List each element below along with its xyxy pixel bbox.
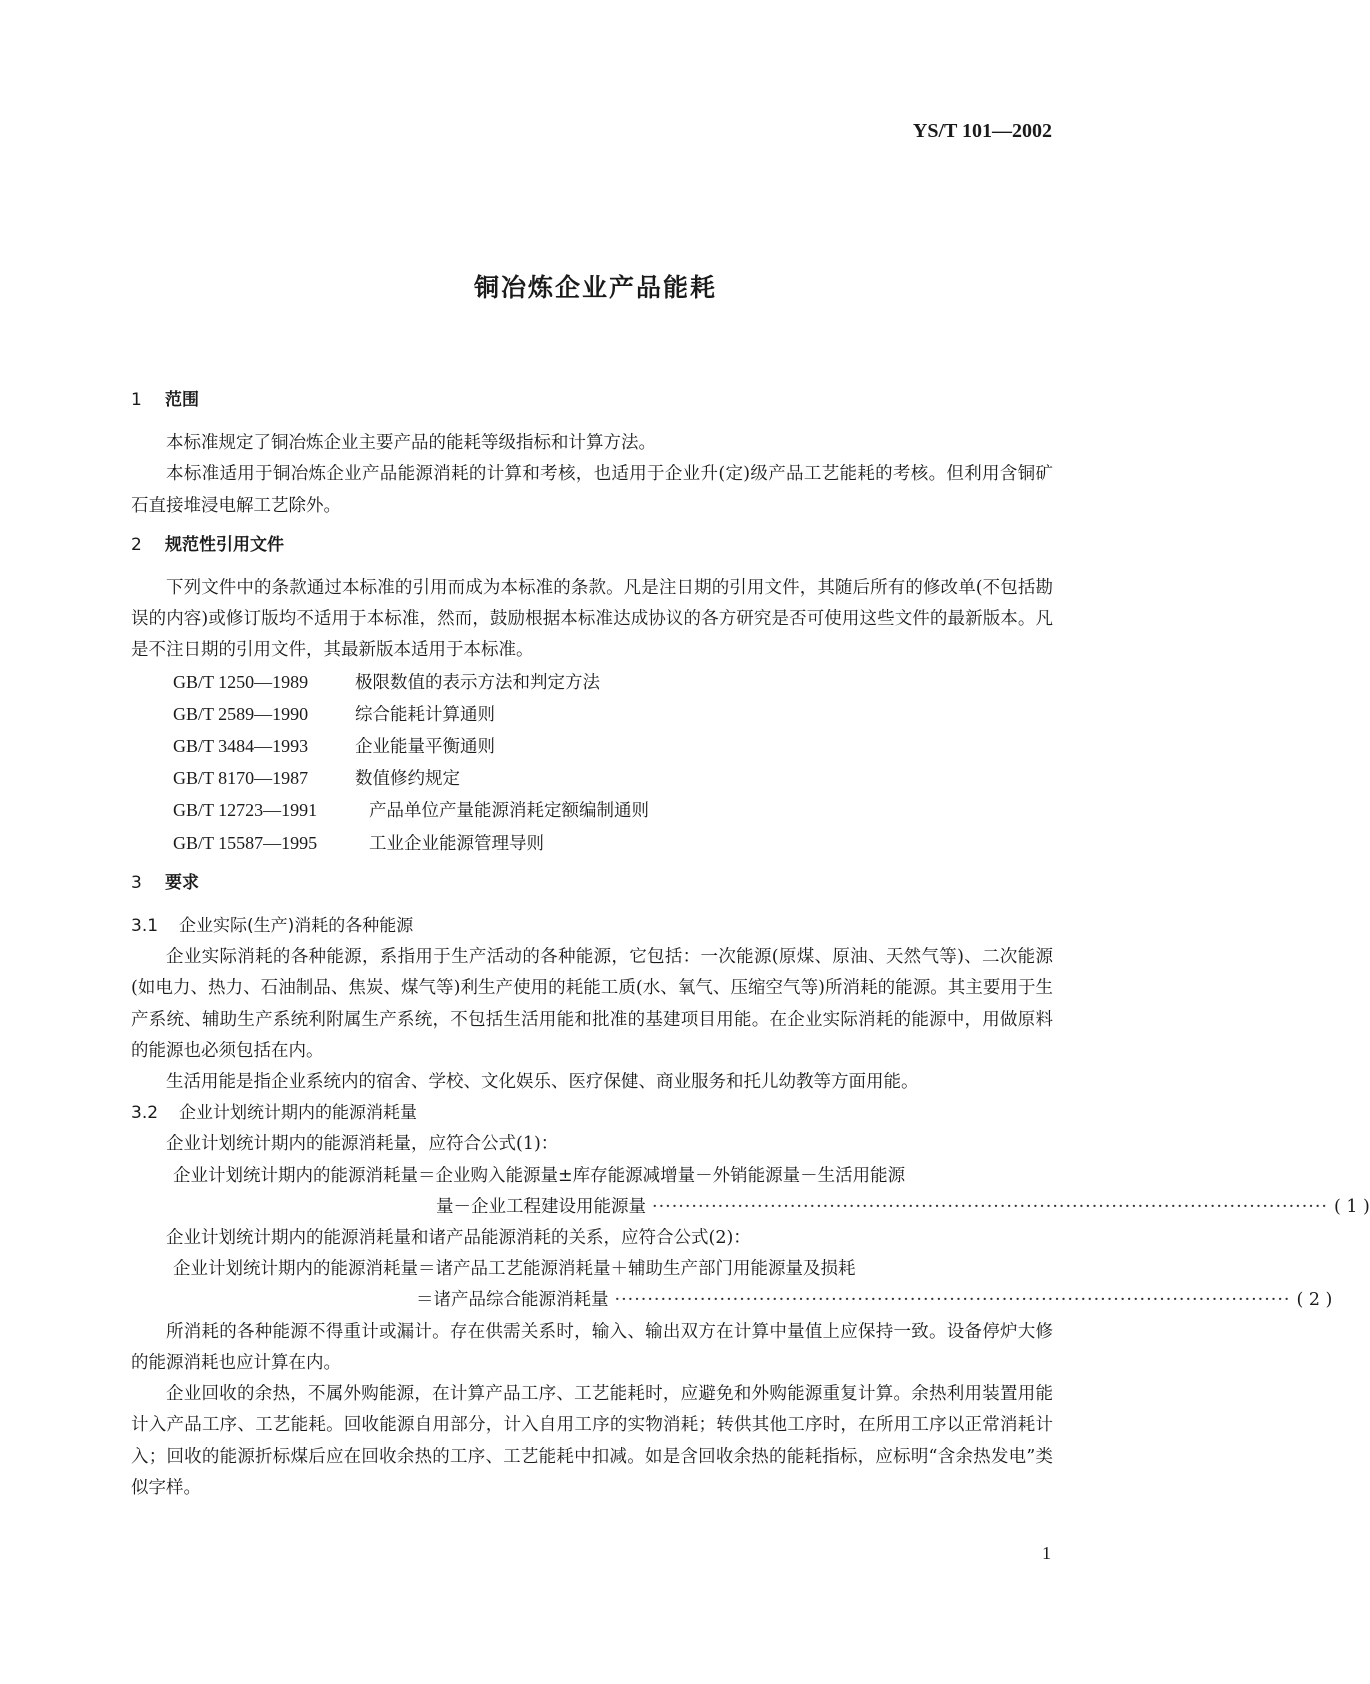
paragraph: 企业计划统计期内的能源消耗量和诸产品能源消耗的关系，应符合公式(2)： bbox=[166, 1228, 751, 1249]
formula-line: 企业计划统计期内的能源消耗量＝诸产品工艺能源消耗量＋辅助生产部门用能源量及损耗 bbox=[173, 1259, 856, 1280]
reference-item bbox=[131, 731, 1053, 763]
reference-title: 工业企业能源管理导则 bbox=[369, 833, 544, 854]
reference-item bbox=[131, 667, 1053, 699]
section-number: 1 bbox=[131, 390, 142, 410]
section-title: 范围 bbox=[165, 390, 199, 410]
paragraph: 企业计划统计期内的能源消耗量，应符合公式(1)： bbox=[166, 1134, 559, 1155]
leader-dots: ······································································································· bbox=[614, 1290, 1291, 1311]
paragraph: 生活用能是指企业系统内的宿舍、学校、文化娱乐、医疗保健、商业服务和托儿幼教等方面用能。 bbox=[166, 1072, 919, 1093]
formula-line bbox=[131, 1285, 1333, 1316]
reference-code: GB/T 12723—1991 bbox=[173, 800, 318, 821]
reference-item bbox=[131, 699, 1053, 731]
paragraph: 下列文件中的条款通过本标准的引用而成为本标准的条款。凡是注日期的引用文件，其随后所有的修改单(不包括勘误的内容)或修订版均不适用于本标准，然而，鼓励根据本标准达成协议的各方研究是否可使用这些文件的最新版本。凡是不注日期的引用文件，其最新版本适用于本标准。 bbox=[131, 578, 1053, 661]
section-1-heading bbox=[131, 385, 1053, 416]
formula-2 bbox=[131, 1254, 1333, 1316]
reference-title: 企业能量平衡通则 bbox=[355, 737, 495, 758]
document-title: 铜冶炼企业产品能耗 bbox=[473, 273, 717, 302]
reference-code: GB/T 15587—1995 bbox=[173, 832, 318, 853]
paragraph: 本标准适用于铜冶炼企业产品能源消耗的计算和考核，也适用于企业升(定)级产品工艺能耗的考核。但利用含铜矿石直接堆浸电解工艺除外。 bbox=[131, 464, 1053, 516]
standard-code: YS/T 101—2002 bbox=[912, 120, 1052, 142]
section-number: 3 bbox=[131, 872, 142, 893]
subsection-title: 企业计划统计期内的能源消耗量 bbox=[179, 1103, 417, 1124]
formula-text: 量－企业工程建设用能源量 bbox=[436, 1196, 646, 1217]
reference-title: 综合能耗计算通则 bbox=[355, 704, 495, 725]
section-number: 2 bbox=[131, 534, 142, 555]
subsection-number: 3.1 bbox=[131, 916, 159, 937]
subsection-number: 3.2 bbox=[131, 1103, 159, 1124]
reference-title: 数值修约规定 bbox=[355, 769, 460, 790]
paragraph: 所消耗的各种能源不得重计或漏计。存在供需关系时，输入、输出双方在计算中量值上应保持一致。设备停炉大修的能源消耗也应计算在内。 bbox=[131, 1321, 1053, 1373]
section-3-heading bbox=[131, 868, 1053, 899]
reference-item bbox=[131, 795, 1053, 827]
formula-line bbox=[131, 1192, 1370, 1223]
reference-code: GB/T 8170—1987 bbox=[173, 768, 309, 789]
paragraph: 企业实际消耗的各种能源，系指用于生产活动的各种能源，它包括：一次能源(原煤、原油、天然气等)、二次能源(如电力、热力、石油制品、焦炭、煤气等)利生产使用的耗能工质(水、氧气、压缩空气等)所消耗的能源。其主要用于生产系统、辅助生产系统利附属生产系统，不包括生活用能和批准的基建项目用能。在企业实际消耗的能源中，用做原料的能源也必须包括在内。 bbox=[131, 947, 1053, 1061]
formula-text: ＝诸产品综合能源消耗量 bbox=[416, 1290, 609, 1311]
document-body bbox=[131, 385, 1370, 1504]
paragraph: 本标准规定了铜冶炼企业主要产品的能耗等级指标和计算方法。 bbox=[166, 433, 656, 454]
reference-code: GB/T 2589—1990 bbox=[173, 703, 309, 724]
formula-number: ( 1 ) bbox=[1333, 1196, 1370, 1217]
subsection-3-1-heading bbox=[131, 911, 1053, 942]
section-2-heading bbox=[131, 530, 1053, 561]
formula-line: 企业计划统计期内的能源消耗量＝企业购入能源量±库存能源减增量－外销能源量－生活用能源 bbox=[173, 1165, 906, 1186]
subsection-title: 企业实际(生产)消耗的各种能源 bbox=[179, 916, 414, 937]
reference-title: 极限数值的表示方法和判定方法 bbox=[355, 672, 600, 693]
reference-title: 产品单位产量能源消耗定额编制通则 bbox=[369, 801, 649, 822]
reference-code: GB/T 3484—1993 bbox=[173, 736, 309, 757]
leader-dots: ······································································································· bbox=[652, 1196, 1328, 1217]
reference-list bbox=[131, 667, 1053, 860]
reference-item bbox=[131, 828, 1053, 860]
section-title: 规范性引用文件 bbox=[165, 534, 284, 555]
reference-code: GB/T 1250—1989 bbox=[173, 671, 309, 692]
paragraph: 企业回收的余热，不属外购能源，在计算产品工序、工艺能耗时，应避免和外购能源重复计算。余热利用装置用能计入产品工序、工艺能耗。回收能源自用部分，计入自用工序的实物消耗；转供其他工序时，在所用工序以正常消耗计入；回收的能源折标煤后应在回收余热的工序、工艺能耗中扣减。如是含回收余热的能耗指标，应标明“含余热发电”类似字样。 bbox=[131, 1384, 1053, 1498]
formula-number: ( 2 ) bbox=[1296, 1290, 1333, 1311]
formula-1 bbox=[131, 1161, 1370, 1223]
section-title: 要求 bbox=[165, 872, 199, 893]
subsection-3-2-heading bbox=[131, 1098, 1053, 1129]
reference-item bbox=[131, 763, 1053, 795]
page-number: 1 bbox=[1042, 1543, 1051, 1563]
